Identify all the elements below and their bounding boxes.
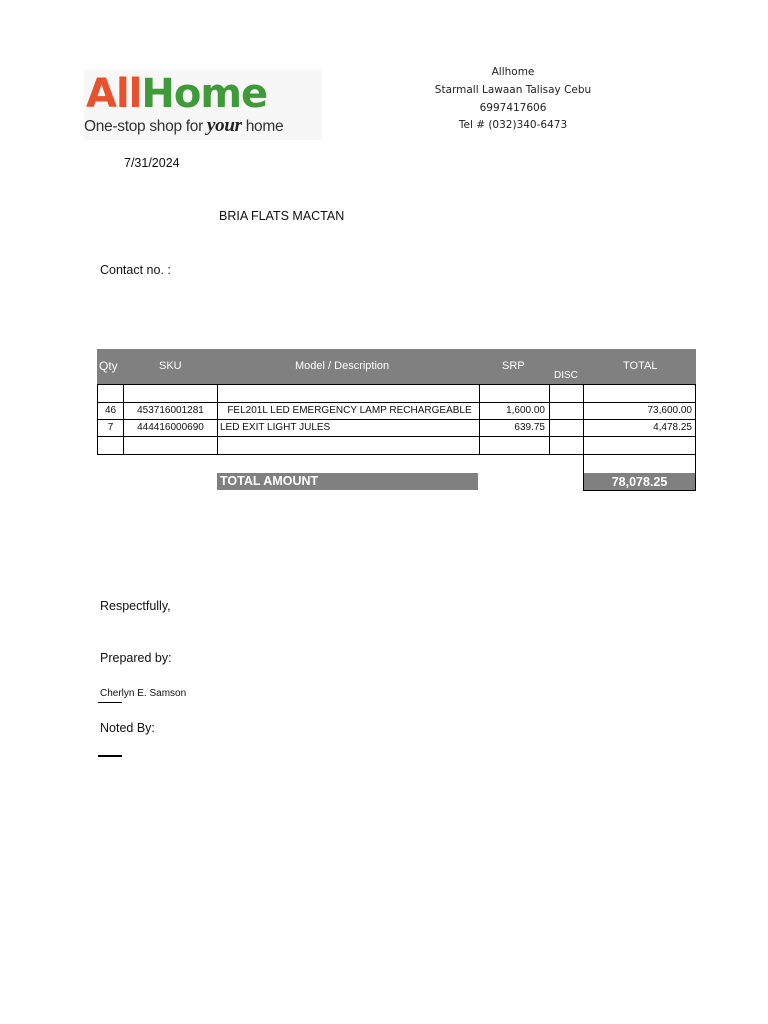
total-amount-value: 78,078.25 [583, 473, 696, 491]
allhome-logo [84, 70, 322, 140]
store-info [404, 64, 622, 135]
closing-text: Respectfully, [100, 599, 171, 613]
header-description: Model / Description [295, 360, 390, 372]
prepared-by-label: Prepared by: [100, 651, 172, 665]
header-disc: DISC [554, 370, 578, 381]
prepared-by-name: Cherlyn E. Samson [100, 688, 187, 699]
row-srp: 639.75 [480, 420, 550, 436]
row-sku: 444416000690 [124, 420, 218, 436]
row-description: FEL201L LED EMERGENCY LAMP RECHARGEABLE [218, 403, 480, 419]
customer-name: BRIA FLATS MACTAN [219, 209, 345, 223]
store-address: Starmall Lawaan Talisay Cebu [434, 83, 592, 96]
header-total: TOTAL [623, 360, 658, 372]
table-row [97, 402, 696, 420]
signature-line [98, 702, 122, 703]
row-total: 4,478.25 [653, 422, 692, 433]
logo-tagline: One-stop shop for your home [84, 115, 284, 136]
contact-label: Contact no. : [100, 263, 171, 277]
store-tel: Tel # (032)340-6473 [458, 119, 568, 132]
logo-wordmark: AllHome [86, 71, 268, 117]
row-disc [550, 420, 584, 436]
signature-line [98, 755, 122, 757]
store-name: Allhome [491, 66, 535, 78]
table-row [97, 419, 696, 437]
table-row [97, 384, 696, 403]
row-total: 73,600.00 [647, 405, 692, 416]
total-amount-label: TOTAL AMOUNT [217, 473, 478, 490]
row-description: LED EXIT LIGHT JULES [218, 420, 480, 436]
noted-by-label: Noted By: [100, 721, 155, 735]
table-header [97, 349, 696, 384]
store-phone: 6997417606 [479, 101, 547, 114]
table-row [97, 436, 696, 455]
row-disc [550, 403, 584, 419]
row-srp: 1,600.00 [480, 403, 550, 419]
document-date: 7/31/2024 [124, 156, 180, 170]
row-sku: 453716001281 [124, 403, 218, 419]
row-qty: 46 [98, 403, 124, 419]
header-srp: SRP [502, 360, 525, 372]
header-qty: Qty [99, 359, 118, 373]
total-spacer-cell [583, 454, 696, 474]
header-sku: SKU [159, 360, 182, 372]
row-qty: 7 [98, 420, 124, 436]
